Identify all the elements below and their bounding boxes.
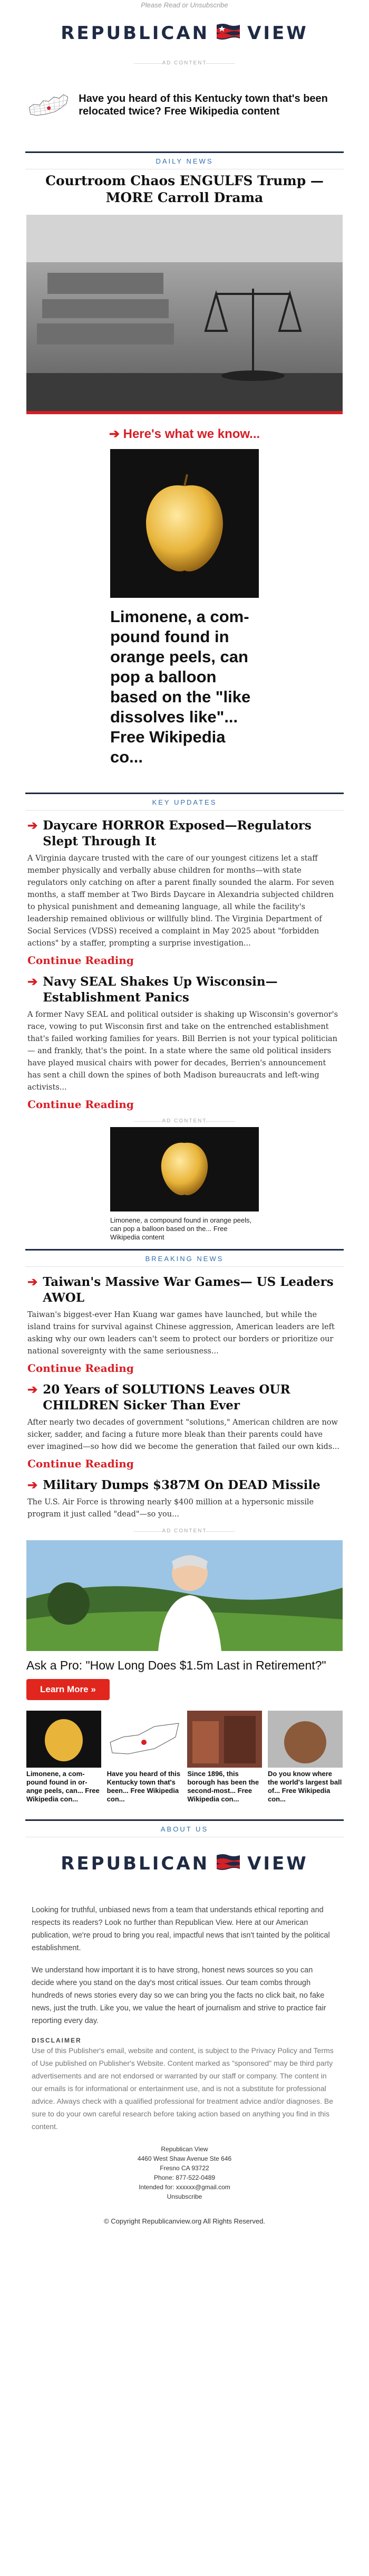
arrow-icon: ➔ (27, 1382, 38, 1397)
tile-ball[interactable] (268, 1711, 343, 1804)
story-body: The U.S. Air Force is throwing nearly $400 million at a hypersonic missile program it just called "dead"—so you... (27, 1498, 314, 1519)
tile-caption[interactable]: Do you know where the world's largest ball of... Free Wikipedia con... (267, 1770, 342, 1803)
arrow-icon: ➔ (27, 1478, 38, 1492)
borough-photo (187, 1711, 262, 1768)
continue-reading-link[interactable]: Continue Reading (27, 954, 134, 967)
disclaimer-title: DISCLAIMER (32, 2037, 82, 2044)
preheader[interactable]: Please Read or Unsubscribe (141, 1, 228, 9)
tile-kentucky[interactable] (107, 1711, 182, 1804)
section-label: ABOUT US (160, 1825, 209, 1833)
disclaimer-text: Use of this Publisher's email, website and content, is subject to the Privacy Policy and Terms of Use published on Publisher's Website. Content marked as "sponsored" may be third party advertisements and are not endorsed or warranted by our staff or company. The content in our emails is for informational or entertainment use, and is not a substitute for professional advice. Always check with a qualified professional for treatment advice and/or diagnoses. Be sure to do your own careful research before taking action based on anything you find in this content. (32, 2046, 334, 2131)
recommended-tiles (0, 1711, 369, 1804)
balloon-orange-image (110, 1127, 259, 1211)
about-paragraph: Looking for truthful, unbiased news from a team that understands ethical reporting and respects its readers? Look no further than Republican View. Here at our American publication, we're proud to bring you real, impactful news that isn't tainted by the political establishment. (32, 1906, 330, 1952)
masthead-logo[interactable] (0, 12, 369, 55)
footer-name: Republican View (161, 2145, 208, 2153)
footer-address-line: Fresno CA 93722 (160, 2164, 209, 2172)
story-children (0, 1382, 369, 1470)
unsubscribe-link[interactable]: Unsubscribe (167, 2193, 202, 2200)
section-label: DAILY NEWS (156, 157, 213, 165)
tile-balloon[interactable] (26, 1711, 101, 1804)
daily-news-headline[interactable]: Courtroom Chaos ENGULFS Trump — MORE Carroll Drama (45, 173, 324, 205)
mini-ad-caption[interactable]: Limonene, a compound found in orange peels, can pop a balloon based on the... Free Wikipedia content (110, 1216, 252, 1241)
tile-caption[interactable]: Limonene, a com-pound found in or-ange peels, can... Free Wikipedia con... (26, 1770, 100, 1803)
brand-right: VIEW (247, 23, 308, 44)
kentucky-map-icon (27, 72, 70, 138)
golf-course-image[interactable] (26, 1540, 343, 1651)
copyright: © Copyright Republicanview.org All Rights Reserved. (104, 2217, 265, 2225)
tile-caption[interactable]: Since 1896, this borough has been the second-most... Free Wikipedia con... (187, 1770, 259, 1803)
footer-phone: Phone: 877-522-0489 (153, 2174, 216, 2181)
continue-reading-link[interactable]: Continue Reading (27, 1362, 134, 1375)
section-label: BREAKING NEWS (145, 1254, 224, 1263)
story-body: A former Navy SEAL and political outsider is shaking up Wisconsin's governor's race, vowing to put Wisconsin first and take on the entrenched establishment that's failed working families for years. Bill Berrien is not your typical politician — and frankly, that's the point. In a state where the same old political insiders have played musical chairs with power for decades, Berrien's announcement has sent a chill down the spines of both Madison bureaucrats and left-wing activists... (27, 1010, 338, 1092)
heres-what-we-know-link[interactable]: ➔ Here's what we know... (109, 427, 260, 441)
brand-left: REPUBLICAN (61, 23, 210, 44)
ad-label: AD CONTENT (0, 1528, 369, 1534)
story-missile (0, 1477, 369, 1521)
section-label: KEY UPDATES (152, 798, 217, 806)
arrow-icon: ➔ (27, 1275, 38, 1289)
footer-intended: Intended for: xxxxxx@gmail.com (139, 2183, 230, 2191)
about-paragraph: We understand how important it is to have strong, honest news sources so you can decide where you stand on the day's most critical issues. Our team combs through hundreds of news stories every day so we can bring you the facts no click bait, no fake news, just the truth. Like you, we value the heart of journalism and strive to practice fair reporting every day. (32, 1966, 326, 2025)
flag-logo-icon (215, 1853, 242, 1874)
story-title[interactable]: Daycare HORROR Exposed—Regulators Slept Through It (43, 818, 312, 848)
story-body: After nearly two decades of government "solutions," American children are now sicker, sadder, and facing a future more bleak than their parents could have ever imagined—so how did we become the generation that failed our own kids... (27, 1418, 340, 1451)
pro-ad-headline[interactable]: Ask a Pro: "How Long Does $1.5m Last in Retirement?" (26, 1658, 326, 1672)
flag-logo-icon (215, 23, 242, 44)
story-taiwan (0, 1274, 369, 1375)
story-title[interactable]: Navy SEAL Shakes Up Wisconsin—Establishment Panics (43, 975, 278, 1005)
section-about-us (25, 1819, 344, 1837)
top-ad[interactable] (0, 69, 369, 141)
brand-left: REPUBLICAN (61, 1853, 210, 1874)
tile-caption[interactable]: Have you heard of this Kentucky town that's been... Free Wikipedia con... (106, 1770, 181, 1803)
story-title[interactable]: Military Dumps $387M On DEAD Missile (43, 1478, 321, 1492)
tile-borough[interactable] (187, 1711, 262, 1804)
story-daycare (0, 818, 369, 967)
section-key-updates (25, 793, 344, 810)
ball-photo (268, 1711, 343, 1768)
balloon-orange-image (26, 1711, 101, 1768)
about-text (0, 1904, 369, 2027)
mini-ad[interactable] (110, 1127, 259, 1242)
ad-label: AD CONTENT (0, 1118, 369, 1124)
apple-ad[interactable] (110, 449, 259, 767)
top-ad-text[interactable]: Have you heard of this Kentucky town that's been relocated twice? Free Wikipedia content (79, 93, 328, 117)
brand-right: VIEW (247, 1853, 308, 1874)
kentucky-map-icon (107, 1711, 182, 1768)
ad-label: AD CONTENT (0, 60, 369, 66)
story-body: A Virginia daycare trusted with the care of our youngest citizens let a staff member physically and verbally abuse children for months—with state regulators only catching on after a parent finally sounded the alarm. For seven months, a staff member at Two Birds Daycare in Alexandria subjected children to physical punishment and demeaning language, all while the facility's leadership remained oblivious or willfully blind. The Virginia Department of Social Services (VDSS) received a complaint in May 2025 about "forbidden actions" by a staffer, prompting a surprise investigation... (27, 854, 334, 948)
learn-more-button[interactable]: Learn More » (26, 1679, 110, 1700)
footer-logo[interactable] (0, 1837, 369, 1890)
story-body: Taiwan's biggest-ever Han Kuang war games have launched, but while the island trains for survival against Chinese aggression, American leaders are left asking why our own leaders can't seem to protect our borders or prioritize our national sovereignty with the same seriousness... (27, 1311, 335, 1356)
arrow-icon: ➔ (27, 975, 38, 989)
footer-address (0, 2144, 369, 2201)
story-title[interactable]: Taiwan's Massive War Games— US Leaders AWOL (43, 1275, 334, 1305)
story-title[interactable]: 20 Years of SOLUTIONS Leaves OUR CHILDREN Sicker Than Ever (43, 1382, 290, 1413)
arrow-icon: ➔ (27, 818, 38, 833)
continue-reading-link[interactable]: Continue Reading (27, 1457, 134, 1470)
story-navy-seal (0, 974, 369, 1111)
section-daily-news (25, 151, 344, 169)
footer-address-line: 4460 West Shaw Avenue Ste 646 (137, 2155, 232, 2162)
section-breaking-news (25, 1249, 344, 1267)
continue-reading-link[interactable]: Continue Reading (27, 1098, 134, 1111)
apple-ad-text[interactable]: Limonene, a com-pound found in orange peels, can pop a balloon based on the "like dissolves like"... Free Wikipedia co... (110, 607, 251, 766)
balloon-orange-image (110, 449, 259, 598)
courtroom-image[interactable] (26, 215, 343, 414)
